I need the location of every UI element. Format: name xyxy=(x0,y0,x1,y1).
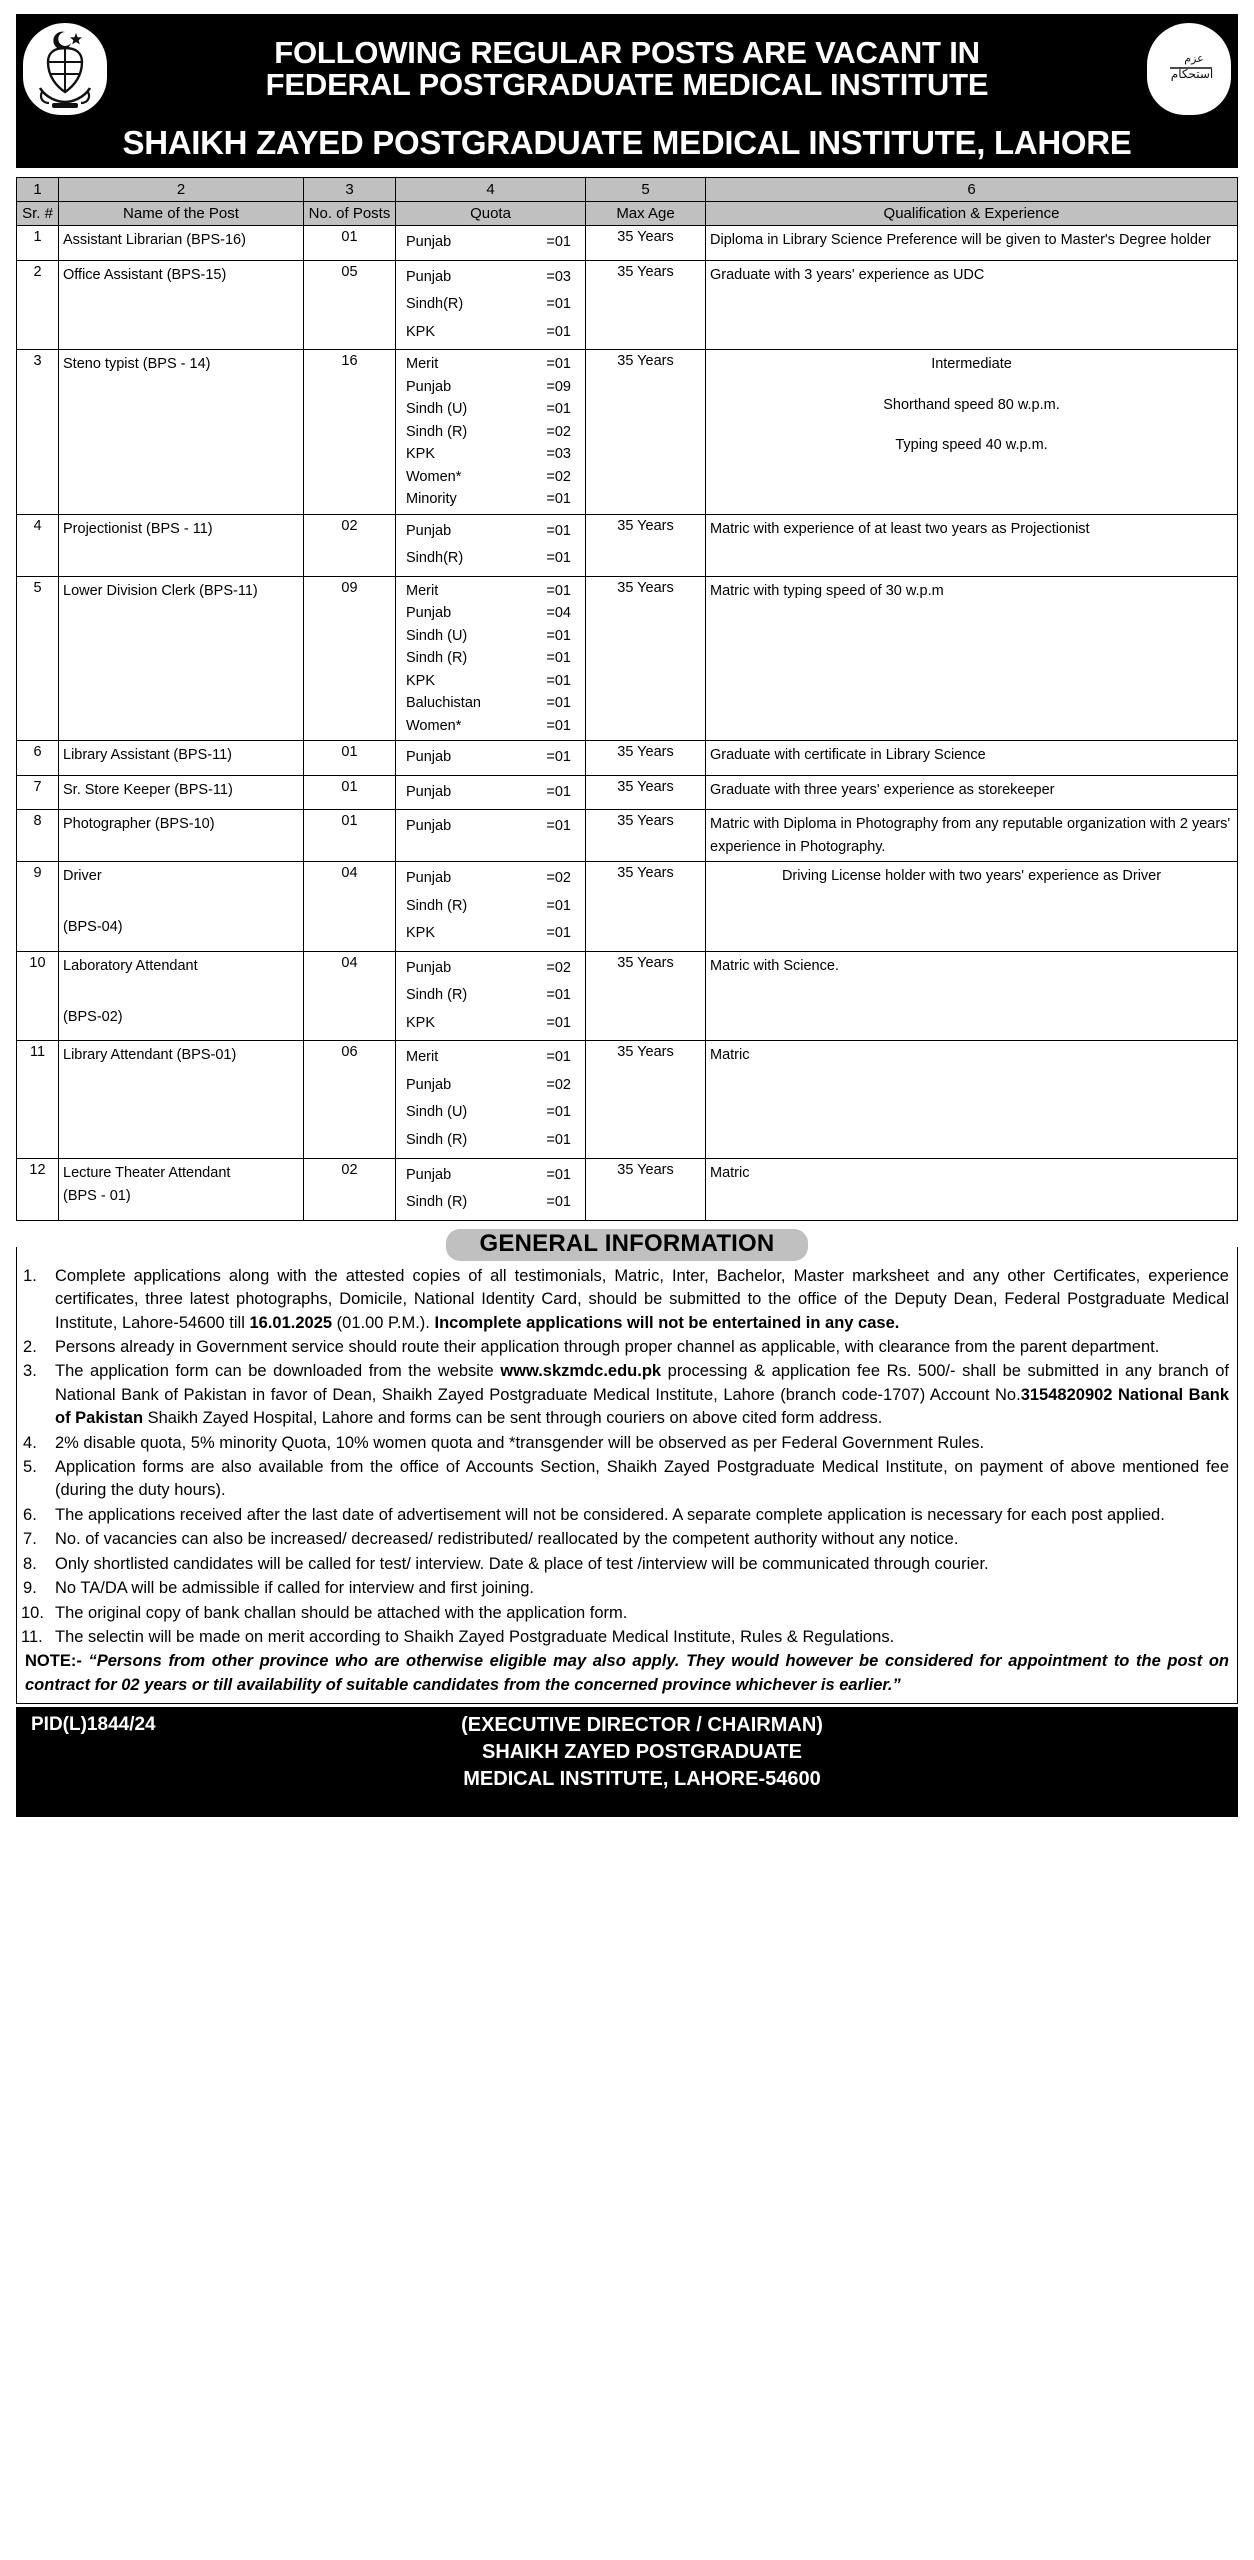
quota-region: Punjab xyxy=(406,1076,452,1093)
general-info-text: No. of vacancies can also be increased/ decreased/ redistributed/ reallocated by the competent authority without any notice. xyxy=(55,1530,959,1549)
qualification-line: Driving License holder with two years' experience as Driver xyxy=(781,868,1162,885)
quota-count: =01 xyxy=(546,522,571,539)
row-max-age: 35 Years xyxy=(586,810,706,862)
row-quota xyxy=(396,1158,586,1220)
quota-region: Sindh (U) xyxy=(406,1104,468,1121)
quota-count: =01 xyxy=(546,717,571,734)
post-title: Library Attendant (BPS-01) xyxy=(63,1047,237,1064)
row-post-name xyxy=(59,514,304,576)
row-number-of-posts: 01 xyxy=(304,775,396,810)
row-number-of-posts: 01 xyxy=(304,741,396,776)
column-header-5: Max Age xyxy=(586,201,706,225)
quota-entry xyxy=(400,1189,581,1217)
general-info-item xyxy=(21,1336,1229,1359)
quota-entry xyxy=(400,1010,581,1038)
row-post-name xyxy=(59,862,304,952)
post-title: Sr. Store Keeper (BPS-11) xyxy=(63,781,233,798)
quota-region: Punjab xyxy=(406,605,452,622)
column-number-6: 6 xyxy=(706,177,1238,201)
general-info-item xyxy=(21,1360,1229,1430)
quota-count: =02 xyxy=(546,468,571,485)
quota-region: Sindh (U) xyxy=(406,401,468,418)
qualification-line: Graduate with certificate in Library Science xyxy=(710,747,986,764)
pakistan-state-emblem-icon xyxy=(23,23,107,115)
row-serial: 10 xyxy=(17,951,59,1041)
general-info-item xyxy=(21,1602,1229,1625)
table-row xyxy=(17,260,1238,350)
quota-count: =01 xyxy=(546,783,571,800)
row-post-name xyxy=(59,775,304,810)
general-info-text: (01.00 P.M.). xyxy=(332,1313,435,1332)
row-max-age: 35 Years xyxy=(586,862,706,952)
quota-count: =01 xyxy=(546,1194,571,1211)
quota-region: Punjab xyxy=(406,749,452,766)
column-number-3: 3 xyxy=(304,177,396,201)
column-header-3: No. of Posts xyxy=(304,201,396,225)
post-title: Laboratory Attendant xyxy=(63,957,198,974)
qualification-line: Matric with Diploma in Photography from any reputable organization with 2 years' experience in Photography. xyxy=(710,816,1231,855)
quota-entry xyxy=(400,670,581,692)
row-post-name xyxy=(59,350,304,514)
quota-count: =01 xyxy=(546,925,571,942)
quota-region: Merit xyxy=(406,1049,439,1066)
row-serial: 2 xyxy=(17,260,59,350)
quota-region: Punjab xyxy=(406,959,452,976)
row-number-of-posts: 04 xyxy=(304,951,396,1041)
header-institute-banner: SHAIKH ZAYED POSTGRADUATE MEDICAL INSTITUTE, LAHORE xyxy=(16,124,1238,168)
quota-count: =02 xyxy=(546,1076,571,1093)
quota-region: Punjab xyxy=(406,268,452,285)
row-number-of-posts: 09 xyxy=(304,576,396,740)
quota-count: =03 xyxy=(546,268,571,285)
note-paragraph xyxy=(21,1650,1229,1697)
quota-entry xyxy=(400,1099,581,1127)
svg-text:عزم: عزم xyxy=(1184,52,1204,65)
general-info-text: Application forms are also available from the office of Accounts Section, Shaikh Zayed Postgraduate Medical Institute, on payment of above mentioned fee (during the duty hours). xyxy=(55,1458,1229,1500)
row-post-name xyxy=(59,810,304,862)
row-serial: 8 xyxy=(17,810,59,862)
row-max-age: 35 Years xyxy=(586,260,706,350)
row-max-age: 35 Years xyxy=(586,741,706,776)
quota-entry xyxy=(400,1127,581,1155)
quota-entry xyxy=(400,625,581,647)
row-number-of-posts: 05 xyxy=(304,260,396,350)
row-quota xyxy=(396,741,586,776)
quota-region: Women* xyxy=(406,468,462,485)
quota-entry xyxy=(400,545,581,573)
quota-count: =09 xyxy=(546,378,571,395)
quota-entry xyxy=(400,865,581,893)
general-information-list xyxy=(21,1265,1229,1650)
post-bps-grade: (BPS-04) xyxy=(63,919,123,936)
general-info-item xyxy=(21,1553,1229,1576)
row-qualification xyxy=(706,951,1238,1041)
quota-region: Sindh (R) xyxy=(406,897,468,914)
general-info-emphasis: www.skzmdc.edu.pk xyxy=(500,1362,662,1381)
row-max-age: 35 Years xyxy=(586,951,706,1041)
general-information-box xyxy=(16,1247,1238,1705)
row-number-of-posts: 02 xyxy=(304,514,396,576)
quota-entry xyxy=(400,893,581,921)
quota-entry xyxy=(400,488,581,510)
post-title: Driver xyxy=(63,868,102,885)
quota-region: Baluchistan xyxy=(406,695,481,712)
row-max-age: 35 Years xyxy=(586,514,706,576)
quota-count: =01 xyxy=(546,296,571,313)
row-number-of-posts: 01 xyxy=(304,226,396,261)
row-qualification xyxy=(706,862,1238,952)
row-number-of-posts: 06 xyxy=(304,1041,396,1158)
quota-count: =01 xyxy=(546,1049,571,1066)
general-information-title: GENERAL INFORMATION xyxy=(446,1229,809,1261)
table-row xyxy=(17,350,1238,514)
table-row xyxy=(17,1041,1238,1158)
general-info-item xyxy=(21,1528,1229,1551)
quota-count: =02 xyxy=(546,870,571,887)
quota-count: =01 xyxy=(546,627,571,644)
column-header-2: Name of the Post xyxy=(59,201,304,225)
row-qualification xyxy=(706,1158,1238,1220)
general-info-item xyxy=(21,1265,1229,1335)
general-info-emphasis: 3154820902 National Bank of Pakistan xyxy=(55,1385,1230,1428)
quota-entry xyxy=(400,715,581,737)
quota-region: Merit xyxy=(406,356,439,373)
row-qualification xyxy=(706,1041,1238,1158)
column-header-4: Quota xyxy=(396,201,586,225)
row-qualification xyxy=(706,226,1238,261)
quota-count: =01 xyxy=(546,897,571,914)
quota-region: Sindh (R) xyxy=(406,650,468,667)
vacant-posts-table xyxy=(16,177,1238,1221)
column-number-5: 5 xyxy=(586,177,706,201)
quota-entry xyxy=(400,982,581,1010)
note-text: “Persons from other province who are otherwise eligible may also apply. They would however be considered for appointment to the post on contract for 02 years or till availability of suitable candidates from the concerned province whichever is earlier.” xyxy=(25,1652,1229,1694)
quota-entry xyxy=(400,813,581,841)
row-max-age: 35 Years xyxy=(586,350,706,514)
qualification-line: Typing speed 40 w.p.m. xyxy=(895,437,1048,454)
row-quota xyxy=(396,226,586,261)
qualification-line: Diploma in Library Science Preference will be given to Master's Degree holder xyxy=(710,232,1211,249)
quota-entry xyxy=(400,1044,581,1072)
advertisement-footer xyxy=(16,1707,1238,1817)
row-number-of-posts: 04 xyxy=(304,862,396,952)
row-serial: 4 xyxy=(17,514,59,576)
quota-entry xyxy=(400,398,581,420)
quota-region: Punjab xyxy=(406,818,452,835)
qualification-line: Matric with typing speed of 30 w.p.m xyxy=(710,582,944,599)
general-info-text: 2% disable quota, 5% minority Quota, 10% women quota and *transgender will be observed as per Federal Government Rules. xyxy=(55,1433,985,1452)
quota-entry xyxy=(400,744,581,772)
quota-entry xyxy=(400,692,581,714)
quota-entry xyxy=(400,602,581,624)
row-quota xyxy=(396,862,586,952)
row-serial: 6 xyxy=(17,741,59,776)
quota-count: =01 xyxy=(546,582,571,599)
table-row xyxy=(17,514,1238,576)
column-number-2: 2 xyxy=(59,177,304,201)
row-serial: 1 xyxy=(17,226,59,261)
general-info-text: The applications received after the last date of advertisement will not be considered. A separate complete application is necessary for each post applied. xyxy=(55,1505,1165,1524)
quota-count: =01 xyxy=(546,356,571,373)
quota-entry xyxy=(400,376,581,398)
row-qualification xyxy=(706,741,1238,776)
general-info-emphasis: Incomplete applications will not be entertained in any case. xyxy=(434,1313,900,1332)
post-title: Assistant Librarian (BPS-16) xyxy=(63,232,246,249)
row-qualification xyxy=(706,260,1238,350)
general-info-text: The application form can be downloaded from the website xyxy=(55,1362,501,1381)
quota-region: Minority xyxy=(406,491,457,508)
qualification-line: Matric with experience of at least two years as Projectionist xyxy=(710,520,1090,537)
quota-entry xyxy=(400,353,581,375)
row-serial: 9 xyxy=(17,862,59,952)
row-post-name xyxy=(59,951,304,1041)
quota-entry xyxy=(400,580,581,602)
quota-entry xyxy=(400,920,581,948)
column-number-1: 1 xyxy=(17,177,59,201)
row-qualification xyxy=(706,514,1238,576)
qualification-line: Shorthand speed 80 w.p.m. xyxy=(883,396,1060,413)
post-bps-grade: (BPS - 01) xyxy=(63,1187,131,1204)
quota-count: =02 xyxy=(546,423,571,440)
post-title: Lower Division Clerk (BPS-11) xyxy=(63,582,258,599)
advertisement-header xyxy=(16,14,1238,124)
table-row xyxy=(17,775,1238,810)
quota-count: =01 xyxy=(546,672,571,689)
quota-count: =01 xyxy=(546,1104,571,1121)
row-post-name xyxy=(59,741,304,776)
general-info-text: The selectin will be made on merit according to Shaikh Zayed Postgraduate Medical Institute, Rules & Regulations. xyxy=(55,1627,895,1646)
quota-region: Punjab xyxy=(406,522,452,539)
quota-region: KPK xyxy=(406,925,436,942)
general-info-text: Only shortlisted candidates will be called for test/ interview. Date & place of test /interview will be communicated through courier. xyxy=(55,1554,989,1573)
row-post-name xyxy=(59,260,304,350)
header-line-1: FOLLOWING REGULAR POSTS ARE VACANT IN xyxy=(274,34,980,70)
row-quota xyxy=(396,775,586,810)
qualification-line: Graduate with 3 years' experience as UDC xyxy=(710,266,985,283)
table-row xyxy=(17,862,1238,952)
general-info-text: The original copy of bank challan should be attached with the application form. xyxy=(55,1603,628,1622)
quota-count: =01 xyxy=(546,550,571,567)
quota-entry xyxy=(400,955,581,983)
post-title: Lecture Theater Attendant xyxy=(63,1164,231,1181)
general-info-item xyxy=(21,1456,1229,1503)
signature-line-2: SHAIKH ZAYED POSTGRADUATE xyxy=(481,1741,803,1764)
quota-region: Women* xyxy=(406,717,462,734)
general-info-emphasis: 16.01.2025 xyxy=(249,1313,333,1332)
pid-number: PID(L)1844/24 xyxy=(31,1714,156,1736)
quota-region: KPK xyxy=(406,672,436,689)
row-max-age: 35 Years xyxy=(586,1158,706,1220)
azm-e-istehkam-emblem-icon xyxy=(1147,23,1231,115)
quota-region: Punjab xyxy=(406,1166,452,1183)
quota-count: =01 xyxy=(546,234,571,251)
quota-count: =01 xyxy=(546,987,571,1004)
row-quota xyxy=(396,514,586,576)
row-quota xyxy=(396,260,586,350)
quota-entry xyxy=(400,421,581,443)
row-serial: 7 xyxy=(17,775,59,810)
table-row xyxy=(17,1158,1238,1220)
row-serial: 5 xyxy=(17,576,59,740)
quota-region: Sindh (U) xyxy=(406,627,468,644)
row-max-age: 35 Years xyxy=(586,576,706,740)
post-title: Projectionist (BPS - 11) xyxy=(63,520,213,537)
header-line-2: FEDERAL POSTGRADUATE MEDICAL INSTITUTE xyxy=(265,67,989,102)
qualification-line: Matric with Science. xyxy=(710,957,839,974)
row-serial: 11 xyxy=(17,1041,59,1158)
column-number-4: 4 xyxy=(396,177,586,201)
column-header-1: Sr. # xyxy=(17,201,59,225)
table-row xyxy=(17,226,1238,261)
row-qualification xyxy=(706,775,1238,810)
row-quota xyxy=(396,350,586,514)
quota-entry xyxy=(400,647,581,669)
table-header-row xyxy=(17,201,1238,225)
quota-count: =01 xyxy=(546,1014,571,1031)
quota-count: =01 xyxy=(546,491,571,508)
table-row xyxy=(17,810,1238,862)
row-max-age: 35 Years xyxy=(586,1041,706,1158)
general-info-item xyxy=(21,1577,1229,1600)
quota-entry xyxy=(400,1162,581,1190)
quota-entry xyxy=(400,466,581,488)
quota-region: KPK xyxy=(406,323,436,340)
general-info-text: processing & application fee Rs. 500/- shall be submitted in any branch of National Bank of Pakistan in favor of Dean, Shaikh Zayed Postgraduate Medical Institute, Lahore (branch code-1707) Account No. xyxy=(55,1362,1229,1404)
qualification-line: Intermediate xyxy=(931,356,1012,373)
post-title: Photographer (BPS-10) xyxy=(63,816,215,833)
quota-entry xyxy=(400,264,581,292)
signature-line-3: MEDICAL INSTITUTE, LAHORE-54600 xyxy=(463,1768,821,1791)
quota-entry xyxy=(400,319,581,347)
quota-entry xyxy=(400,1072,581,1100)
row-post-name xyxy=(59,576,304,740)
quota-count: =01 xyxy=(546,1166,571,1183)
qualification-line: Graduate with three years' experience as storekeeper xyxy=(710,781,1055,798)
row-serial: 3 xyxy=(17,350,59,514)
quota-region: Punjab xyxy=(406,378,452,395)
quota-entry xyxy=(400,779,581,807)
post-title: Steno typist (BPS - 14) xyxy=(63,356,211,373)
row-post-name xyxy=(59,1041,304,1158)
quota-region: Sindh (R) xyxy=(406,1194,468,1211)
row-qualification xyxy=(706,810,1238,862)
row-number-of-posts: 16 xyxy=(304,350,396,514)
table-row xyxy=(17,576,1238,740)
row-max-age: 35 Years xyxy=(586,775,706,810)
general-info-item xyxy=(21,1432,1229,1455)
general-info-text: Persons already in Government service should route their application through proper channel as applicable, with clearance from the parent department. xyxy=(55,1337,1160,1356)
row-qualification xyxy=(706,576,1238,740)
quota-region: KPK xyxy=(406,1014,436,1031)
quota-count: =01 xyxy=(546,695,571,712)
row-quota xyxy=(396,576,586,740)
post-title: Office Assistant (BPS-15) xyxy=(63,266,227,283)
svg-text:استحکام: استحکام xyxy=(1170,67,1214,81)
post-title: Library Assistant (BPS-11) xyxy=(63,747,232,764)
quota-count: =01 xyxy=(546,749,571,766)
quota-count: =02 xyxy=(546,959,571,976)
general-info-text: Shaikh Zayed Hospital, Lahore and forms can be sent through couriers on above cited form address. xyxy=(143,1409,883,1428)
general-info-item xyxy=(21,1504,1229,1527)
quota-count: =01 xyxy=(546,650,571,667)
row-serial: 12 xyxy=(17,1158,59,1220)
general-info-text: No TA/DA will be admissible if called for interview and first joining. xyxy=(55,1579,535,1598)
signature-block xyxy=(29,1712,1225,1793)
quota-region: Sindh(R) xyxy=(406,296,464,313)
quota-count: =01 xyxy=(546,818,571,835)
quota-count: =03 xyxy=(546,446,571,463)
quota-region: Punjab xyxy=(406,870,452,887)
quota-entry xyxy=(400,291,581,319)
quota-region: Sindh (R) xyxy=(406,987,468,1004)
row-quota xyxy=(396,810,586,862)
quota-count: =01 xyxy=(546,323,571,340)
quota-entry xyxy=(400,518,581,546)
quota-region: Punjab xyxy=(406,783,452,800)
quota-count: =04 xyxy=(546,605,571,622)
quota-count: =01 xyxy=(546,1132,571,1149)
quota-entry xyxy=(400,443,581,465)
row-quota xyxy=(396,951,586,1041)
row-number-of-posts: 01 xyxy=(304,810,396,862)
note-label: NOTE:- xyxy=(25,1652,82,1671)
qualification-line: Matric xyxy=(710,1164,750,1181)
quota-region: Merit xyxy=(406,582,439,599)
post-bps-grade: (BPS-02) xyxy=(63,1008,123,1025)
quota-region: Sindh (R) xyxy=(406,423,468,440)
quota-region: Sindh (R) xyxy=(406,1132,468,1149)
general-info-item xyxy=(21,1626,1229,1649)
row-post-name xyxy=(59,1158,304,1220)
row-post-name xyxy=(59,226,304,261)
row-number-of-posts: 02 xyxy=(304,1158,396,1220)
quota-region: KPK xyxy=(406,446,436,463)
table-row xyxy=(17,951,1238,1041)
quota-region: Sindh(R) xyxy=(406,550,464,567)
quota-region: Punjab xyxy=(406,234,452,251)
quota-count: =01 xyxy=(546,401,571,418)
signature-line-1: (EXECUTIVE DIRECTOR / CHAIRMAN) xyxy=(461,1714,823,1737)
quota-entry xyxy=(400,229,581,257)
row-qualification xyxy=(706,350,1238,514)
table-column-number-row xyxy=(17,177,1238,201)
column-header-6: Qualification & Experience xyxy=(706,201,1238,225)
qualification-line: Matric xyxy=(710,1047,750,1064)
header-title-block xyxy=(113,35,1141,103)
row-quota xyxy=(396,1041,586,1158)
table-row xyxy=(17,741,1238,776)
row-max-age: 35 Years xyxy=(586,226,706,261)
general-info-text: Complete applications along with the attested copies of all testimonials, Matric, Inter, Bachelor, Master marksheet and any other Certificates, experience certificates, three latest photographs, Domicile, National Identity Card, should be submitted to the office of the Deputy Dean, Federal Postgraduate Medical Institute, Lahore-54600 till xyxy=(55,1266,1229,1332)
